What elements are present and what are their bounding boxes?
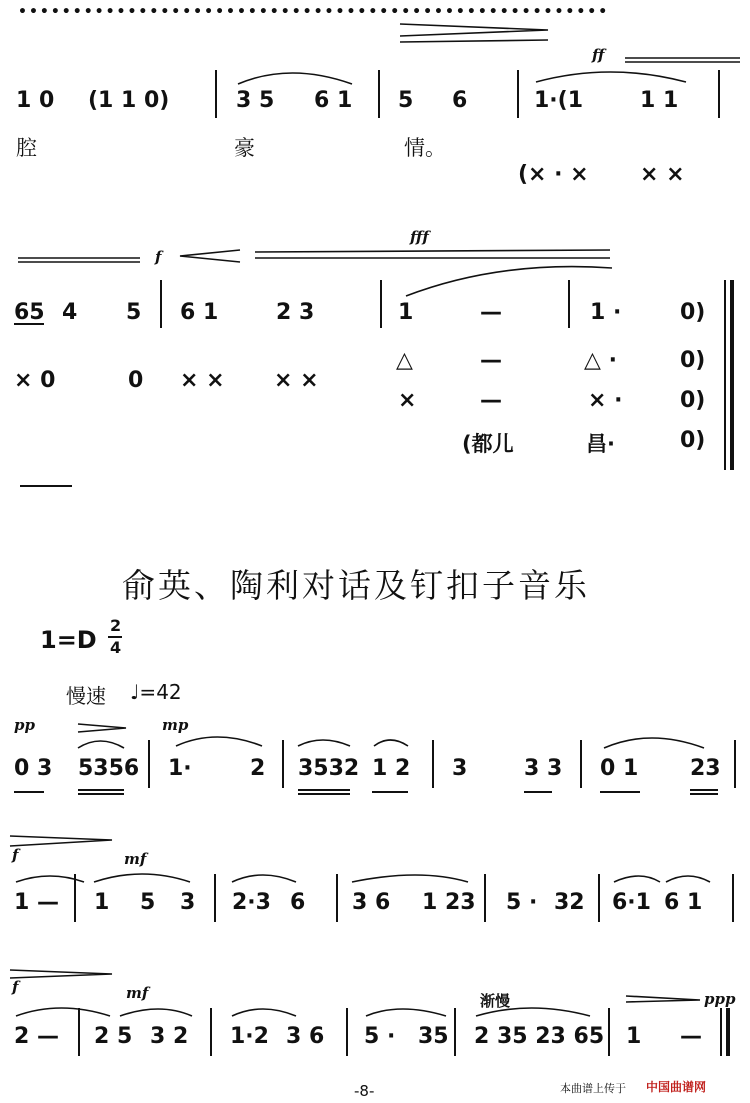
note-group: 2 — xyxy=(14,1024,59,1049)
dynamic-f: f xyxy=(12,978,19,996)
dynamic-f: f xyxy=(155,248,162,266)
cymbal-row: × xyxy=(398,388,417,413)
tempo-value: ♩=42 xyxy=(130,680,182,704)
lyric: 豪 xyxy=(234,136,255,160)
cymbal-row: × · xyxy=(588,388,623,413)
note-group: 3532 xyxy=(298,756,360,781)
note: 5 xyxy=(140,890,156,915)
piece-title: 俞英、陶利对话及钉扣子音乐 xyxy=(122,566,590,605)
syllable-row: (都儿 xyxy=(462,432,514,456)
note-group: 65 xyxy=(14,300,45,325)
note: 3 xyxy=(452,756,468,781)
note-group: 3 6 xyxy=(286,1024,325,1049)
note-group: 0) xyxy=(680,300,706,325)
rest: 0) xyxy=(680,388,706,413)
note-group: 6 1 xyxy=(314,88,353,113)
note-group: 1·(1 xyxy=(534,88,584,113)
key-signature: 1=D xyxy=(40,626,97,654)
note: 5 xyxy=(126,300,142,325)
dynamic-f: f xyxy=(12,846,19,864)
note-group: 1·2 xyxy=(230,1024,269,1049)
note: 1 xyxy=(398,300,414,325)
tempo-text: 慢速 xyxy=(66,684,106,708)
note-group: 5 · xyxy=(364,1024,396,1049)
note-group: 6 1 xyxy=(180,300,219,325)
note-group: 6 1 xyxy=(664,890,703,915)
triangle-row: △ · xyxy=(584,348,617,373)
dash: — xyxy=(480,388,502,413)
note-group: 23 xyxy=(690,756,721,781)
note: 1· xyxy=(168,756,192,781)
note: 3 xyxy=(180,890,196,915)
note-group: 1 — xyxy=(14,890,59,915)
note-group: (1 1 0) xyxy=(88,88,170,113)
percussion-group: 0 xyxy=(128,368,144,393)
note-group: 2·3 xyxy=(232,890,271,915)
page-number: -8- xyxy=(354,1082,375,1100)
note: 6 xyxy=(290,890,306,915)
note-group: 3 5 xyxy=(236,88,275,113)
percussion-group: × × xyxy=(180,368,225,393)
dynamic-fff: fff xyxy=(410,228,429,246)
dynamic-mf: mf xyxy=(126,984,149,1002)
note-group: 1 1 xyxy=(640,88,679,113)
note-group: 5356 xyxy=(78,756,140,781)
note-group: 5 · xyxy=(506,890,538,915)
dash: — xyxy=(680,1024,702,1049)
note-group: 1 2 xyxy=(372,756,411,781)
note: 1 xyxy=(94,890,110,915)
note-group: 0 1 xyxy=(600,756,639,781)
note: 2 xyxy=(250,756,266,781)
note-group: 0 3 xyxy=(14,756,53,781)
note: 4 xyxy=(62,300,78,325)
note-group: 2 35 23 65 xyxy=(474,1024,605,1049)
dynamic-mp: mp xyxy=(162,716,189,734)
note: 1 xyxy=(626,1024,642,1049)
rest: 0) xyxy=(680,348,706,373)
percussion-group: × 0 xyxy=(14,368,56,393)
dash: — xyxy=(480,348,502,373)
note-group: 1 23 xyxy=(422,890,476,915)
syllable-row: 昌· xyxy=(586,432,615,456)
triangle-row: △ xyxy=(396,348,413,373)
percussion-group: × × xyxy=(274,368,319,393)
note-group: 2 5 xyxy=(94,1024,133,1049)
note-group: 1 · xyxy=(590,300,622,325)
note-group: 3 6 xyxy=(352,890,391,915)
tempo-change-marking: 渐慢 xyxy=(480,992,511,1010)
note-group: 1 0 xyxy=(16,88,55,113)
note: 5 xyxy=(398,88,414,113)
note-group: 35 xyxy=(418,1024,449,1049)
note-group: 3 3 xyxy=(524,756,563,781)
note-group: 2 3 xyxy=(276,300,315,325)
percussion-group: × × xyxy=(640,162,685,187)
lyric: 情。 xyxy=(404,136,446,160)
footer-credit: 本曲谱上传于 xyxy=(560,1082,626,1095)
dash: — xyxy=(480,300,502,325)
site-logo: 中国曲谱网 xyxy=(646,1080,707,1094)
dynamic-ppp: ppp xyxy=(704,990,736,1008)
dynamic-mf: mf xyxy=(124,850,147,868)
percussion-group: (× · × xyxy=(518,162,589,187)
lyric: 腔 xyxy=(16,136,37,160)
note: 6 xyxy=(452,88,468,113)
dynamic-ff: ff xyxy=(592,46,605,64)
time-signature-bottom: 4 xyxy=(110,638,122,657)
note-group: 32 xyxy=(554,890,585,915)
time-signature-top: 2 xyxy=(110,616,122,635)
note-group: 6·1 xyxy=(612,890,651,915)
note-group: 3 2 xyxy=(150,1024,189,1049)
rest: 0) xyxy=(680,428,706,453)
dot-leader: •••••••••••••••••••••••••••••••••••••••••••••••••••••• xyxy=(18,4,610,20)
dynamic-pp: pp xyxy=(14,716,35,734)
